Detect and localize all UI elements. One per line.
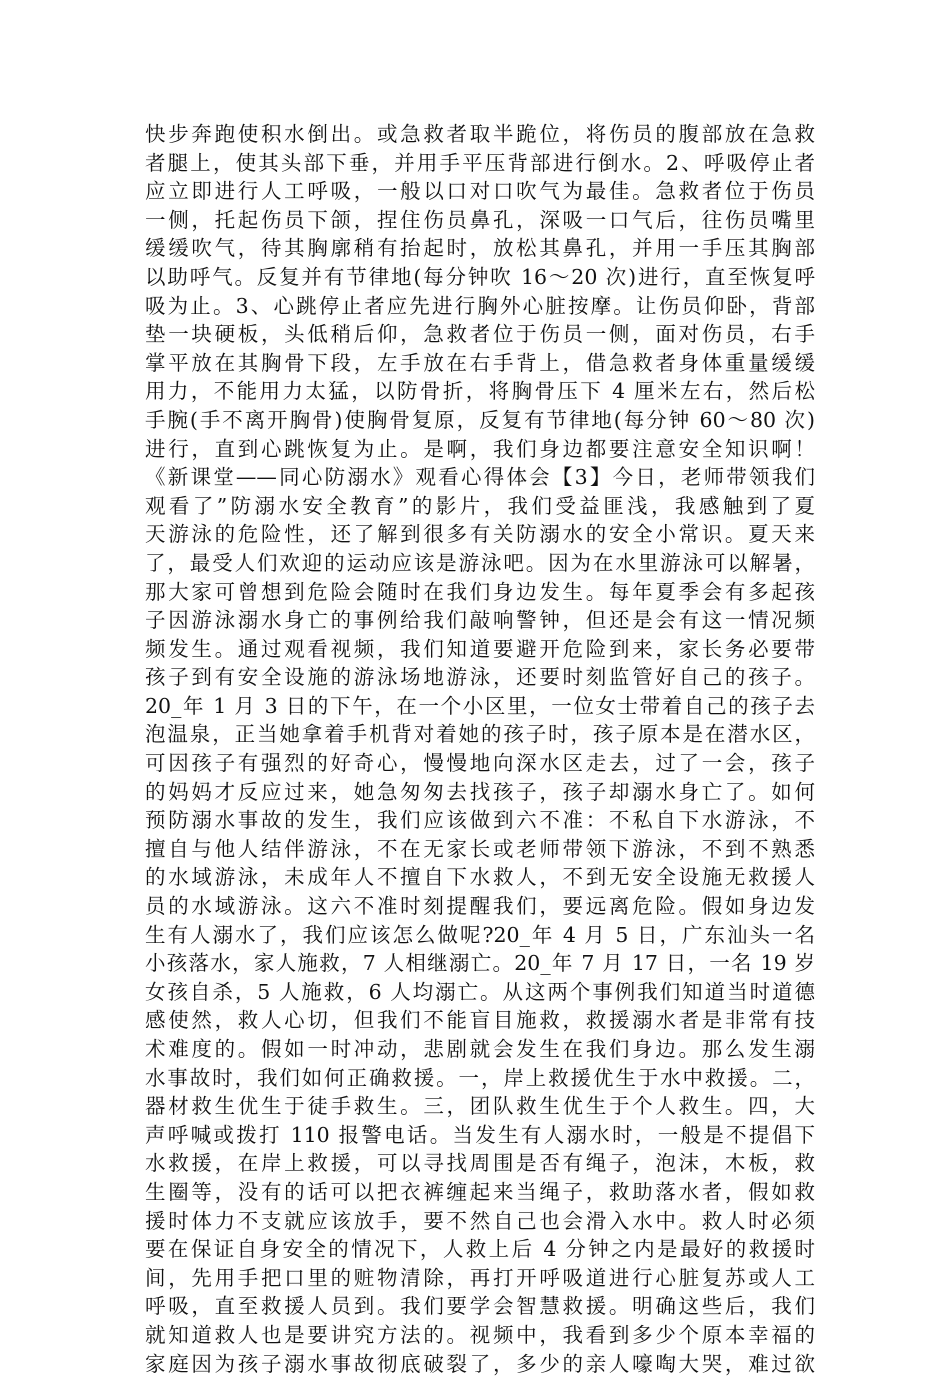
text-line: 孩子到有安全设施的游泳场地游泳，还要时刻监管好自己的孩子。 <box>145 665 815 690</box>
text-line: 缓缓吹气，待其胸廓稍有抬起时，放松其鼻孔，并用一手压其胸部 <box>145 236 815 261</box>
text-line: 《新课堂——同心防溺水》观看心得体会【3】今日，老师带领我们 <box>145 465 815 490</box>
text-line: 以助呼气。反复并有节律地(每分钟吹 16～20 次)进行，直至恢复呼 <box>145 264 815 289</box>
text-line: 观看了”防溺水安全教育”的影片，我们受益匪浅，我感触到了夏 <box>145 493 815 518</box>
text-line: 就知道救人也是要讲究方法的。视频中，我看到多少个原本幸福的 <box>145 1322 815 1347</box>
body-text <box>145 120 815 1378</box>
text-line: 声呼喊或拨打 110 报警电话。当发生有人溺水时，一般是不提倡下 <box>145 1122 815 1147</box>
text-line: 了，最受人们欢迎的运动应该是游泳吧。因为在水里游泳可以解暑， <box>145 550 815 575</box>
text-line: 小孩落水，家人施救，7 人相继溺亡。20_年 7 月 17 日，一名 19 岁 <box>145 951 815 976</box>
text-line: 天游泳的危险性，还了解到很多有关防溺水的安全小常识。夏天来 <box>145 522 815 547</box>
text-line: 员的水域游泳。这六不准时刻提醒我们，要远离危险。假如身边发 <box>145 894 815 919</box>
text-line: 频发生。通过观看视频，我们知道要避开危险到来，家长务必要带 <box>145 636 815 661</box>
text-line: 者腿上，使其头部下垂，并用手平压背部进行倒水。2、呼吸停止者 <box>145 150 815 175</box>
text-line: 家庭因为孩子溺水事故彻底破裂了，多少的亲人嚎啕大哭，难过欲 <box>145 1351 815 1376</box>
text-line: 呼吸，直至救援人员到。我们要学会智慧救援。明确这些后，我们 <box>145 1294 815 1319</box>
text-line: 的妈妈才反应过来，她急匆匆去找孩子，孩子却溺水身亡了。如何 <box>145 779 815 804</box>
text-line: 用力，不能用力太猛，以防骨折，将胸骨压下 4 厘米左右，然后松 <box>145 379 815 404</box>
text-line: 间，先用手把口里的赃物清除，再打开呼吸道进行心脏复苏或人工 <box>145 1265 815 1290</box>
text-line: 泡温泉，正当她拿着手机背对着她的孩子时，孩子原本是在潜水区， <box>145 722 815 747</box>
text-line: 术难度的。假如一时冲动，悲剧就会发生在我们身边。那么发生溺 <box>145 1037 815 1061</box>
text-line: 20_年 1 月 3 日的下午，在一个小区里，一位女士带着自己的孩子去 <box>145 693 815 718</box>
text-line: 感使然，救人心切，但我们不能盲目施救，救援溺水者是非常有技 <box>145 1008 815 1033</box>
text-line: 生圈等，没有的话可以把衣裤缠起来当绳子，救助落水者，假如救 <box>145 1179 815 1204</box>
text-line: 援时体力不支就应该放手，要不然自己也会滑入水中。救人时必须 <box>145 1208 815 1233</box>
text-line: 可因孩子有强烈的好奇心，慢慢地向深水区走去，过了一会，孩子 <box>145 751 815 776</box>
text-line: 水事故时，我们如何正确救援。一，岸上救援优生于水中救援。二， <box>145 1065 815 1090</box>
text-line: 一侧，托起伤员下颌，捏住伤员鼻孔，深吸一口气后，往伤员嘴里 <box>145 207 815 232</box>
text-line: 进行，直到心跳恢复为止。是啊，我们身边都要注意安全知识啊！ <box>145 436 815 461</box>
text-line: 生有人溺水了，我们应该怎么做呢?20_年 4 月 5 日，广东汕头一名 <box>145 922 815 947</box>
text-line: 水救援，在岸上救援，可以寻找周围是否有绳子，泡沫，木板，救 <box>145 1151 815 1176</box>
text-line: 女孩自杀，5 人施救，6 人均溺亡。从这两个事例我们知道当时道德 <box>145 979 815 1004</box>
text-line: 要在保证自身安全的情况下，人救上后 4 分钟之内是最好的救援时 <box>145 1237 815 1262</box>
text-line: 手腕(手不离开胸骨)使胸骨复原，反复有节律地(每分钟 60～80 次) <box>145 407 815 432</box>
text-line: 掌平放在其胸骨下段，左手放在右手背上，借急救者身体重量缓缓 <box>145 350 815 375</box>
text-line: 擅自与他人结伴游泳，不在无家长或老师带领下游泳，不到不熟悉 <box>145 836 815 861</box>
text-line: 子因游泳溺水身亡的事例给我们敲响警钟，但还是会有这一情况频 <box>145 608 815 633</box>
text-line: 吸为止。3、心跳停止者应先进行胸外心脏按摩。让伤员仰卧，背部 <box>145 293 815 318</box>
text-line: 的水域游泳，未成年人不擅自下水救人，不到无安全设施无救援人 <box>145 865 815 890</box>
text-line: 垫一块硬板，头低稍后仰，急救者位于伤员一侧，面对伤员，右手 <box>145 322 815 347</box>
text-line: 预防溺水事故的发生，我们应该做到六不准：不私自下水游泳，不 <box>145 808 815 833</box>
text-line: 应立即进行人工呼吸，一般以口对口吹气为最佳。急救者位于伤员 <box>145 179 815 204</box>
text-line: 快步奔跑使积水倒出。或急救者取半跪位，将伤员的腹部放在急救 <box>145 122 815 146</box>
text-line: 那大家可曾想到危险会随时在我们身边发生。每年夏季会有多起孩 <box>145 579 815 604</box>
text-line: 器材救生优生于徒手救生。三，团队救生优生于个人救生。四，大 <box>145 1094 815 1119</box>
